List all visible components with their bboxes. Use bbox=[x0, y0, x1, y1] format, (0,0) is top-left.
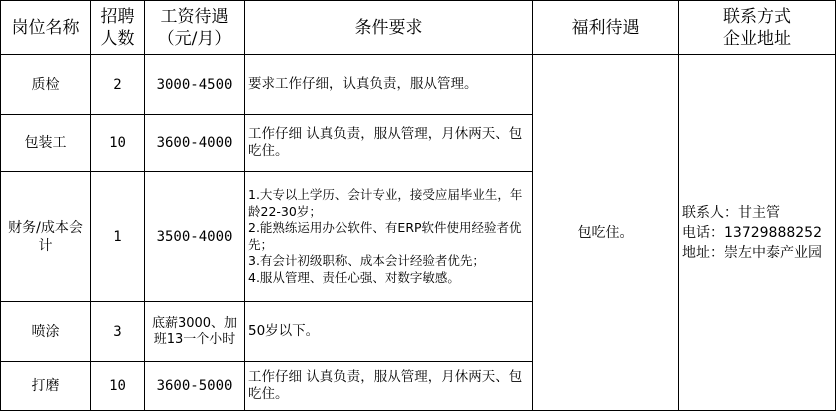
contact-person: 联系人：甘主管 bbox=[682, 204, 780, 221]
headcount-cell: 1 bbox=[91, 172, 145, 302]
requirements-cell: 50岁以下。 bbox=[245, 302, 533, 362]
salary-cell: 3600-5000 bbox=[145, 362, 245, 411]
position-cell: 财务/成本会计 bbox=[1, 172, 91, 302]
position-cell: 打磨 bbox=[1, 362, 91, 411]
salary-cell: 3600-4000 bbox=[145, 115, 245, 172]
salary-cell: 底薪3000、加班13一个小时 bbox=[145, 302, 245, 362]
requirements-cell: 要求工作仔细，认真负责，服从管理。 bbox=[245, 55, 533, 115]
header-headcount: 招聘 人数 bbox=[91, 1, 145, 55]
headcount-cell: 3 bbox=[91, 302, 145, 362]
contact-address: 地址：崇左中泰产业园 bbox=[682, 244, 822, 261]
headcount-cell: 10 bbox=[91, 115, 145, 172]
headcount-cell: 10 bbox=[91, 362, 145, 411]
position-cell: 喷涂 bbox=[1, 302, 91, 362]
header-requirements: 条件要求 bbox=[245, 1, 533, 55]
position-cell: 包装工 bbox=[1, 115, 91, 172]
headcount-cell: 2 bbox=[91, 55, 145, 115]
header-benefits: 福利待遇 bbox=[533, 1, 679, 55]
header-position: 岗位名称 bbox=[1, 1, 91, 55]
header-salary: 工资待遇 （元/月） bbox=[145, 1, 245, 55]
position-cell: 质检 bbox=[1, 55, 91, 115]
salary-cell: 3000-4500 bbox=[145, 55, 245, 115]
requirements-cell: 工作仔细 认真负责，服从管理，月休两天、包吃住。 bbox=[245, 115, 533, 172]
table-row bbox=[1, 55, 836, 115]
header-contact: 联系方式 企业地址 bbox=[679, 1, 836, 55]
contact-phone: 电话：13729888252 bbox=[682, 224, 822, 241]
benefits-cell: 包吃住。 bbox=[533, 55, 679, 411]
contact-cell bbox=[679, 55, 836, 411]
header-row bbox=[1, 1, 836, 55]
requirements-cell: 工作仔细 认真负责，服从管理，月休两天、包吃住。 bbox=[245, 362, 533, 411]
salary-cell: 3500-4000 bbox=[145, 172, 245, 302]
requirements-cell: 1.大专以上学历、会计专业，接受应届毕业生，年龄22-30岁； 2.能熟练运用办公软件、有ERP软件使用经验者优先； 3.有会计初级职称、成本会计经验者优先； 4.服从管理、责任心强、对数字敏感。 bbox=[245, 172, 533, 302]
